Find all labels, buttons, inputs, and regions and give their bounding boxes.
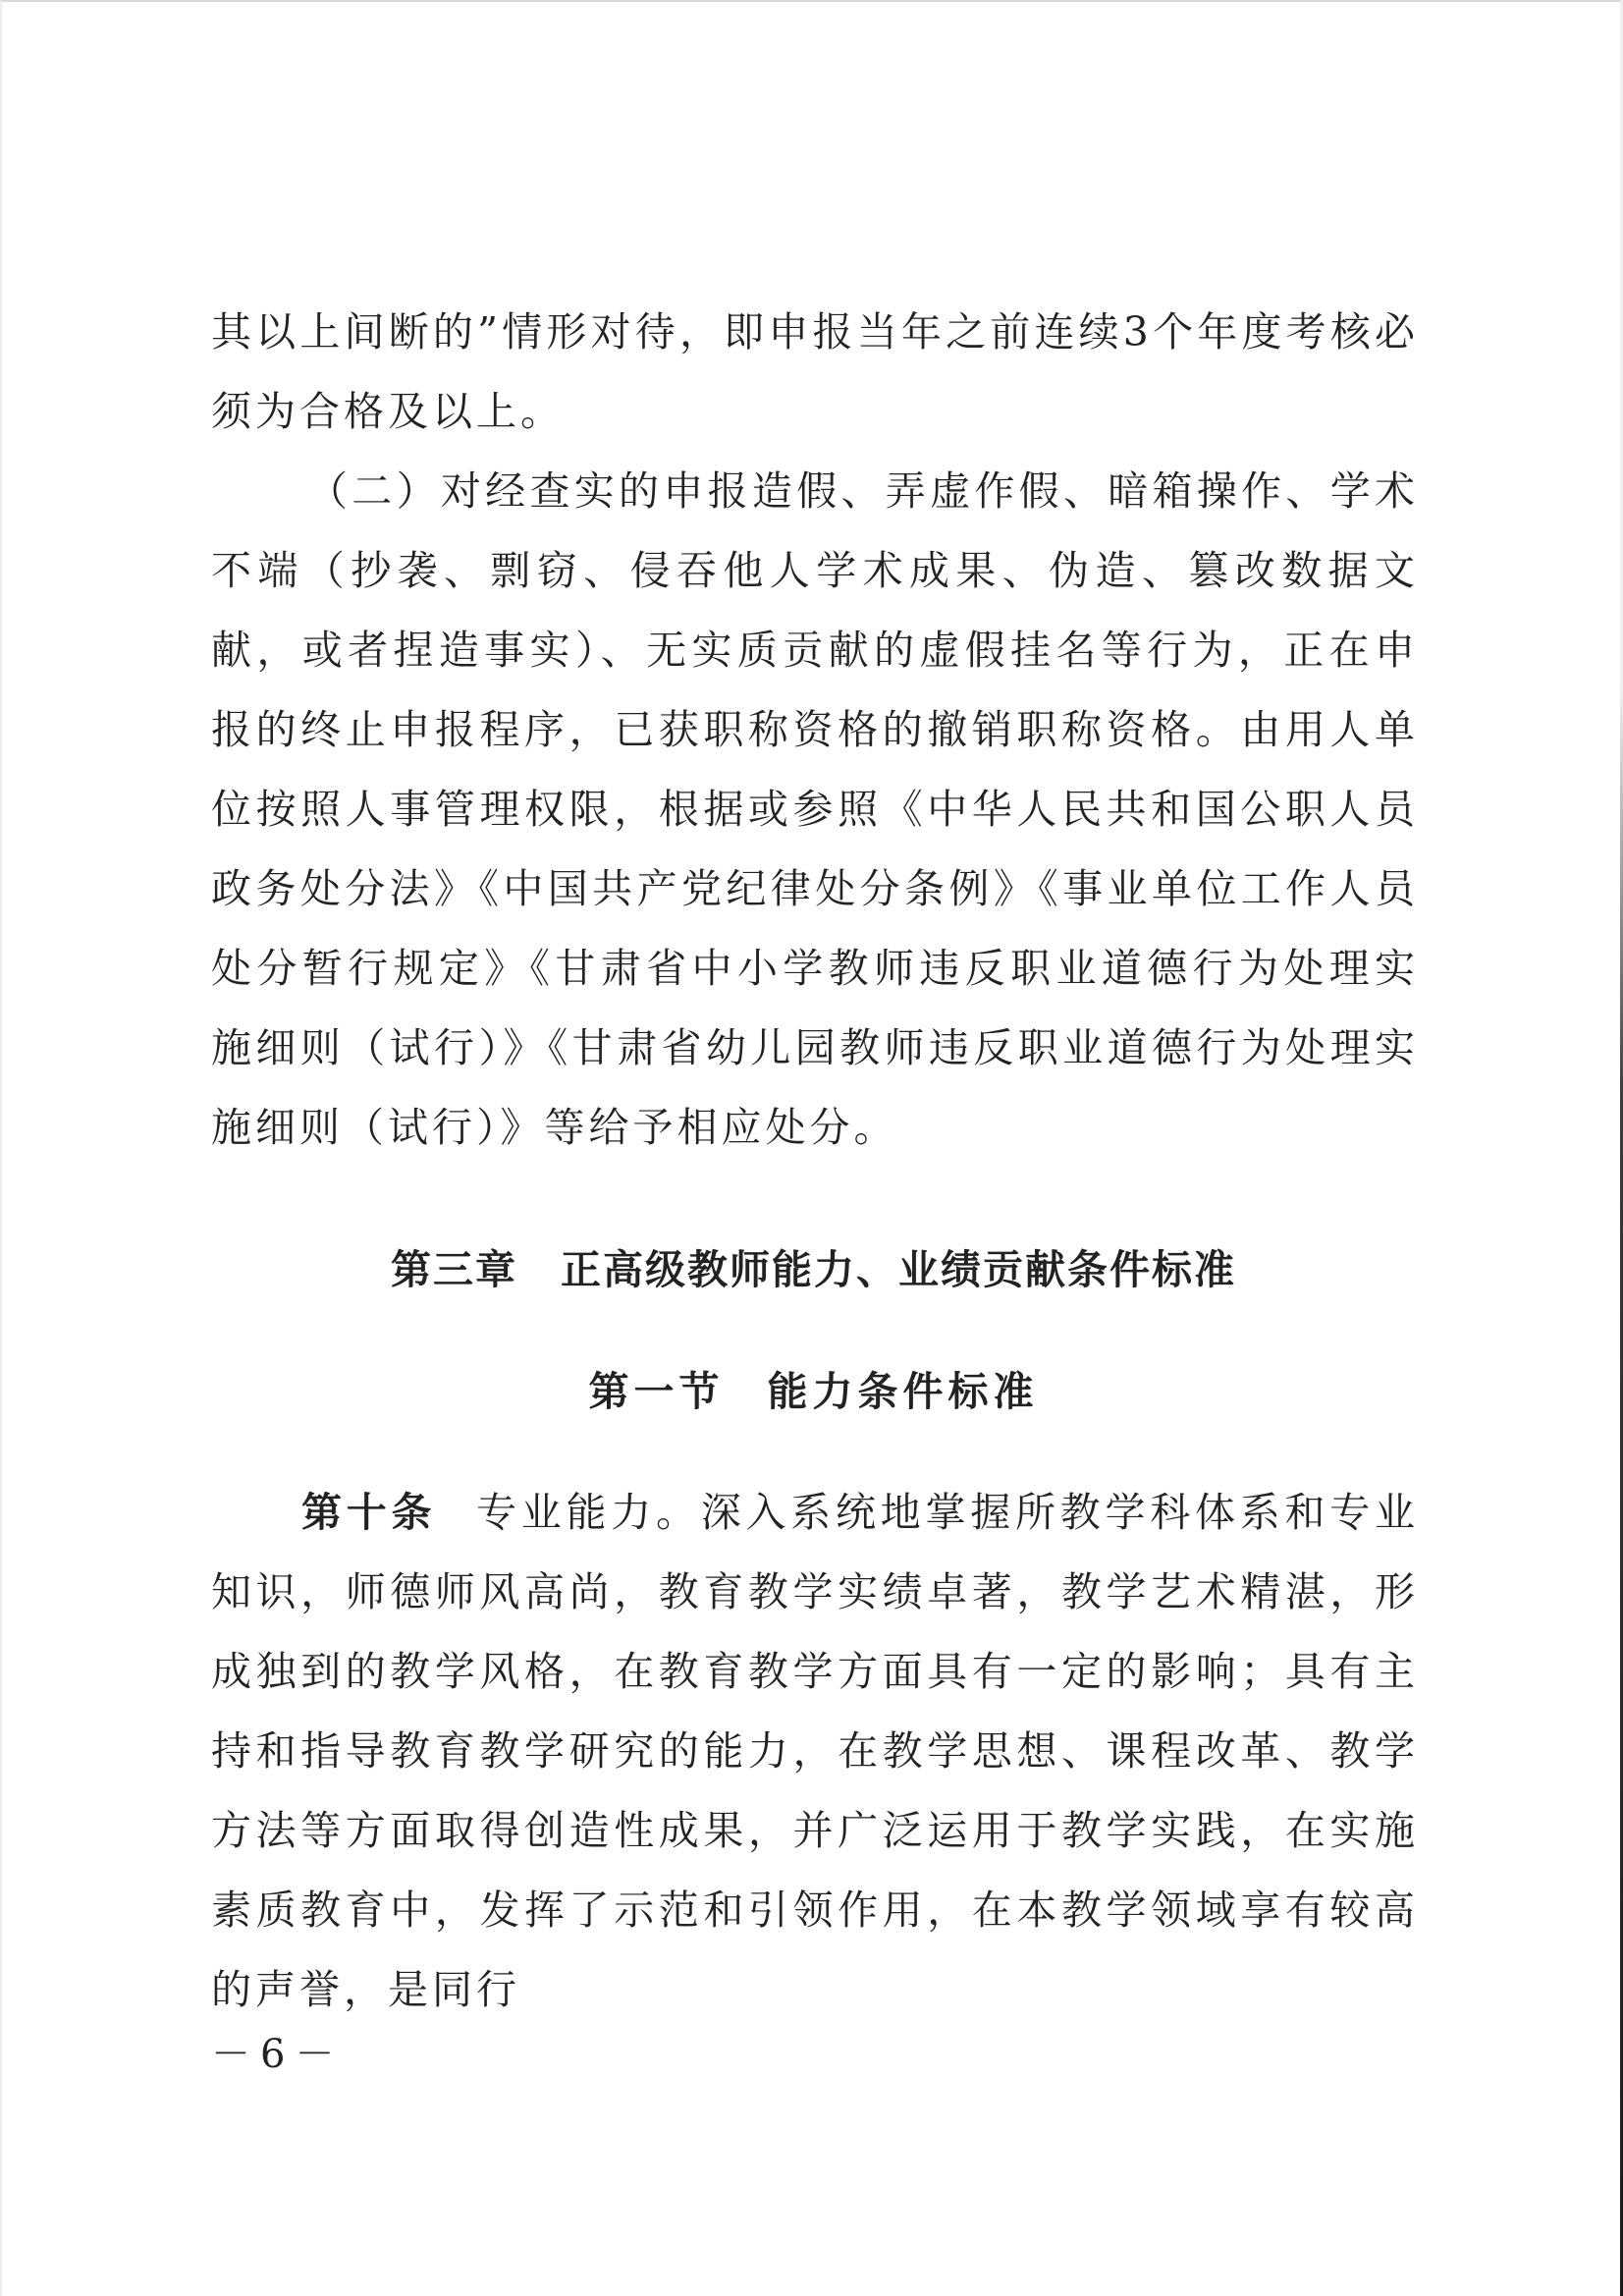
- article-paragraph: [211, 1473, 1419, 2030]
- paragraph-item-2: （二）对经查实的申报造假、弄虚作假、暗箱操作、学术不端（抄袭、剽窃、侵吞他人学术成果、伪造、篡改数据文献，或者捏造事实）、无实质贡献的虚假挂名等行为，正在申报的终止申报程序，已获职称资格的撤销职称资格。由用人单位按照人事管理权限，根据或参照《中华人民共和国公职人员政务处分法》《中国共产党纪律处分条例》《事业单位工作人员处分暂行规定》《甘肃省中小学教师违反职业道德行为处理实施细则（试行）》《甘肃省幼儿园教师违反职业道德行为处理实施细则（试行）》等给予相应处分。: [211, 467, 1419, 1151]
- page-number: －6－: [211, 2032, 345, 2077]
- chapter-number: 第三章: [391, 1246, 517, 1293]
- section-title: 能力条件标准: [767, 1368, 1039, 1415]
- article-text: 专业能力。深入系统地掌握所教学科体系和专业知识，师德师风高尚，教育教学实绩卓著，教学艺术精湛，形成独到的教学风格，在教育教学方面具有一定的影响；具有主持和指导教育教学研究的能力，在教学思想、课程改革、教学方法等方面取得创造性成果，并广泛运用于教学实践，在实施素质教育中，发挥了示范和引领作用，在本教学领域享有较高的声誉，是同行: [211, 1489, 1419, 2013]
- section-heading: [2, 1359, 1623, 1417]
- chapter-heading: [2, 1237, 1623, 1295]
- chapter-title: 正高级教师能力、业绩贡献条件标准: [561, 1246, 1236, 1293]
- article-label: 第十条: [301, 1489, 437, 1536]
- section-number: 第一节: [588, 1368, 725, 1415]
- paragraph-continuation: 其以上间断的”情形对待，即申报当年之前连续3个年度考核必须为合格及以上。: [211, 308, 1419, 435]
